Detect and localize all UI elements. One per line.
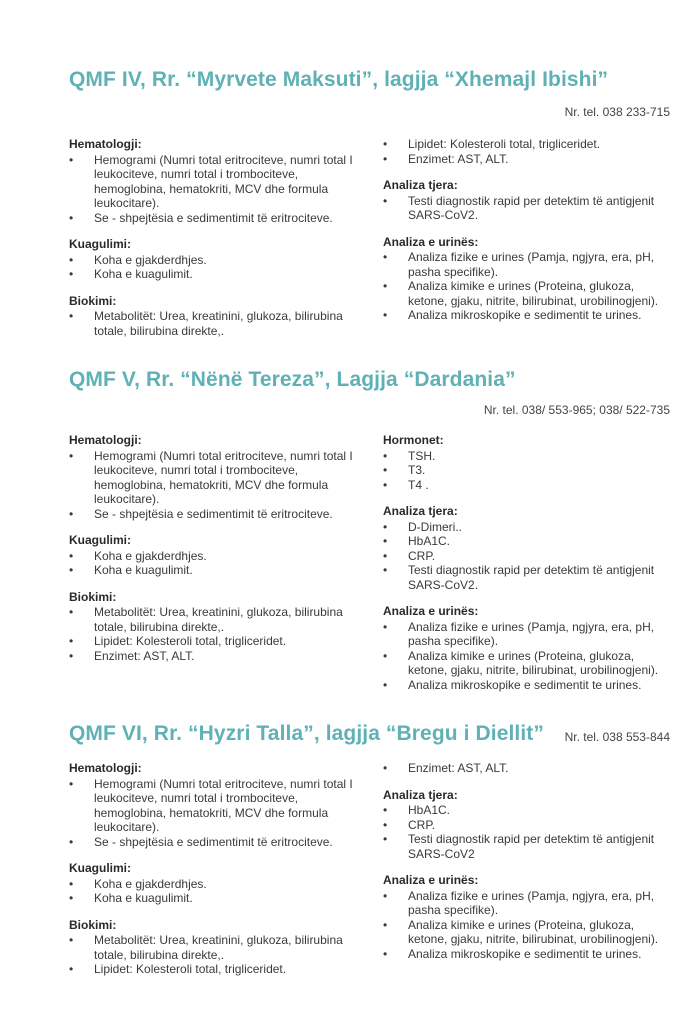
bullet-icon: •	[383, 563, 388, 577]
bullet-icon: •	[383, 534, 388, 548]
list-item	[69, 933, 359, 962]
section-heading: Biokimi:	[69, 589, 117, 604]
clinic-right-column	[383, 137, 673, 323]
list-item	[383, 620, 673, 649]
list-item	[69, 549, 359, 564]
bullet-icon: •	[69, 876, 74, 891]
list-item	[69, 309, 359, 338]
list-item-text: Testi diagnostik rapid per detektim të antigjenit SARS-CoV2.	[408, 563, 655, 592]
list-item	[69, 891, 359, 906]
list-item-text: Hemogrami (Numri total eritrociteve, numri total I leukociteve, numri total i trombociteve, hemoglobina, hematokriti, MCV dhe formula leukocitare).	[94, 776, 353, 834]
list-item-text: TSH.	[408, 448, 436, 463]
clinic-left-column	[69, 761, 359, 977]
bullet-icon: •	[69, 210, 74, 225]
list-item-text: Analiza kimike e urines (Proteina, glukoza, ketone, gjaku, nitrite, bilirubinat, urobilinogjeni).	[408, 279, 659, 308]
bullet-icon: •	[383, 832, 388, 846]
bullet-icon: •	[383, 817, 388, 832]
list-item-text: T3.	[408, 463, 426, 477]
list-item-text: HbA1C.	[408, 534, 451, 548]
list-item	[383, 194, 673, 223]
list-item-text: Lipidet: Kolesteroli total, trigliceridet.	[94, 962, 287, 976]
list-item	[383, 918, 673, 947]
list-item	[383, 250, 673, 279]
clinic-right-column	[383, 433, 673, 692]
list-item-text: CRP.	[408, 548, 436, 563]
list-item-text: Analiza mikroskopike e sedimentit te urines.	[408, 946, 642, 961]
section-heading: Analiza e urinës:	[383, 604, 479, 618]
bullet-icon: •	[383, 946, 388, 961]
list-item-text: Testi diagnostik rapid per detektim të antigjenit SARS-CoV2.	[408, 193, 655, 222]
list-item	[383, 889, 673, 918]
list-item-text: Hemogrami (Numri total eritrociteve, numri total I leukociteve, numri total i trombociteve, hemoglobina, hematokriti, MCV dhe formula leukocitare).	[94, 448, 353, 506]
bullet-icon: •	[69, 506, 74, 521]
list-item	[383, 761, 673, 776]
clinic-left-column	[69, 137, 359, 338]
section-spacer	[69, 225, 359, 237]
list-item	[383, 818, 673, 833]
bullet-icon: •	[383, 917, 388, 932]
clinic-title: QMF V, Rr. “Nënë Tereza”, Lagjja “Dardania”	[69, 368, 516, 391]
list-item	[383, 463, 673, 478]
list-item	[383, 947, 673, 962]
section-heading: Analiza tjera:	[383, 178, 458, 192]
bullet-icon: •	[383, 308, 388, 322]
section-spacer	[383, 492, 673, 504]
section-heading: Biokimi:	[69, 293, 117, 308]
bullet-icon: •	[383, 477, 388, 492]
list-item-text: D-Dimeri..	[408, 519, 462, 534]
list-item-text: Enzimet: AST, ALT.	[408, 761, 509, 775]
bullet-icon: •	[69, 309, 74, 323]
list-item	[69, 634, 359, 649]
list-item	[383, 534, 673, 549]
section-spacer	[69, 282, 359, 294]
list-item	[383, 678, 673, 693]
section-heading: Hematologji:	[69, 137, 142, 151]
list-item	[383, 803, 673, 818]
bullet-icon: •	[69, 634, 74, 648]
bullet-icon: •	[69, 834, 74, 849]
list-item	[383, 832, 673, 861]
list-item-text: Analiza fizike e urines (Pamja, ngjyra, era, pH, pasha specifike).	[408, 619, 655, 648]
section-spacer	[69, 521, 359, 533]
list-item-text: T4 .	[408, 477, 429, 492]
list-item	[69, 211, 359, 226]
bullet-icon: •	[69, 933, 74, 947]
list-item-text: Enzimet: AST, ALT.	[94, 648, 195, 663]
list-item-text: Koha e kuagulimit.	[94, 267, 193, 281]
list-item-text: Koha e gjakderdhjes.	[94, 252, 207, 267]
list-item	[69, 605, 359, 634]
section-heading: Hormonet:	[383, 433, 444, 447]
clinic-phone: Nr. tel. 038 553-844	[564, 730, 670, 744]
bullet-icon: •	[383, 648, 388, 663]
section-heading: Analiza e urinës:	[383, 873, 479, 887]
clinic-phone: Nr. tel. 038 233-715	[564, 105, 670, 119]
section-spacer	[383, 592, 673, 604]
list-item	[383, 308, 673, 323]
list-item-text: Koha e gjakderdhjes.	[94, 548, 207, 563]
list-item	[69, 563, 359, 578]
clinic-phone: Nr. tel. 038/ 553-965; 038/ 522-735	[483, 403, 670, 417]
section-heading: Analiza tjera:	[383, 787, 458, 802]
bullet-icon: •	[69, 548, 74, 563]
section-heading: Kuagulimi:	[69, 533, 131, 547]
section-spacer	[383, 223, 673, 235]
bullet-icon: •	[383, 463, 388, 477]
bullet-icon: •	[383, 193, 388, 208]
list-item-text: Koha e gjakderdhjes.	[94, 876, 207, 891]
section-spacer	[69, 849, 359, 861]
bullet-icon: •	[69, 252, 74, 267]
clinic-title: QMF IV, Rr. “Myrvete Maksuti”, lagjja “Xhemajl Ibishi”	[69, 68, 609, 91]
list-item	[69, 835, 359, 850]
bullet-icon: •	[69, 605, 74, 619]
list-item	[383, 549, 673, 564]
section-spacer	[383, 166, 673, 178]
list-item-text: Testi diagnostik rapid per detektim të antigjenit SARS-CoV2	[408, 832, 655, 861]
bullet-icon: •	[383, 677, 388, 692]
clinic-title: QMF VI, Rr. “Hyzri Talla”, lagjja “Bregu i Diellit”	[69, 722, 544, 745]
list-item-text: Se - shpejtësia e sedimentimit të eritrociteve.	[94, 834, 333, 849]
bullet-icon: •	[383, 803, 388, 817]
list-item	[383, 563, 673, 592]
list-item	[383, 649, 673, 678]
bullet-icon: •	[383, 548, 388, 563]
list-item-text: Analiza mikroskopike e sedimentit te urines.	[408, 308, 642, 322]
bullet-icon: •	[383, 761, 388, 775]
list-item	[383, 478, 673, 493]
section-spacer	[69, 906, 359, 918]
section-heading: Analiza e urinës:	[383, 234, 479, 249]
list-item	[69, 253, 359, 268]
bullet-icon: •	[69, 776, 74, 791]
list-item	[69, 267, 359, 282]
list-item	[69, 649, 359, 664]
clinic-left-column	[69, 433, 359, 663]
list-item	[383, 137, 673, 152]
bullet-icon: •	[383, 250, 388, 264]
list-item-text: Analiza fizike e urines (Pamja, ngjyra, era, pH, pasha specifike).	[408, 888, 655, 917]
list-item-text: Analiza mikroskopike e sedimentit te urines.	[408, 677, 642, 692]
list-item-text: Lipidet: Kolesteroli total, trigliceridet.	[94, 634, 287, 648]
section-heading: Kuagulimi:	[69, 237, 131, 251]
list-item-text: Metabolitët: Urea, kreatinini, glukoza, bilirubina totale, bilirubina direkte,.	[94, 933, 343, 962]
list-item	[383, 279, 673, 308]
list-item-text: Koha e kuagulimit.	[94, 563, 193, 577]
list-item	[383, 449, 673, 464]
section-heading: Hematologji:	[69, 761, 142, 775]
list-item-text: Se - shpejtësia e sedimentimit të eritrociteve.	[94, 506, 333, 521]
bullet-icon: •	[69, 448, 74, 463]
list-item-text: Metabolitët: Urea, kreatinini, glukoza, bilirubina totale, bilirubina direkte,.	[94, 309, 343, 338]
bullet-icon: •	[69, 267, 74, 281]
bullet-icon: •	[383, 137, 388, 151]
list-item	[69, 877, 359, 892]
list-item	[69, 449, 359, 507]
list-item	[69, 153, 359, 211]
list-item-text: Koha e kuagulimit.	[94, 891, 193, 905]
section-heading: Kuagulimi:	[69, 861, 131, 875]
section-spacer	[383, 861, 673, 873]
list-item	[69, 962, 359, 977]
bullet-icon: •	[383, 888, 388, 903]
list-item	[69, 777, 359, 835]
bullet-icon: •	[69, 563, 74, 577]
list-item-text: Lipidet: Kolesteroli total, trigliceridet.	[408, 137, 601, 151]
bullet-icon: •	[69, 152, 74, 167]
list-item-text: Analiza fizike e urines (Pamja, ngjyra, era, pH, pasha specifike).	[408, 250, 655, 279]
list-item-text: Analiza kimike e urines (Proteina, glukoza, ketone, gjaku, nitrite, bilirubinat, urobilinogjeni).	[408, 917, 659, 946]
bullet-icon: •	[383, 279, 388, 293]
list-item	[383, 152, 673, 167]
list-item	[383, 520, 673, 535]
list-item-text: Analiza kimike e urines (Proteina, glukoza, ketone, gjaku, nitrite, bilirubinat, urobilinogjeni).	[408, 648, 659, 677]
section-spacer	[69, 578, 359, 590]
list-item-text: Enzimet: AST, ALT.	[408, 151, 509, 166]
section-heading: Hematologji:	[69, 433, 142, 447]
bullet-icon: •	[383, 151, 388, 166]
section-heading: Biokimi:	[69, 917, 117, 932]
bullet-icon: •	[383, 448, 388, 463]
bullet-icon: •	[383, 619, 388, 634]
list-item-text: Hemogrami (Numri total eritrociteve, numri total I leukociteve, numri total i trombociteve, hemoglobina, hematokriti, MCV dhe formula leukocitare).	[94, 152, 353, 210]
section-heading: Analiza tjera:	[383, 504, 458, 518]
list-item	[69, 507, 359, 522]
bullet-icon: •	[69, 891, 74, 905]
list-item-text: HbA1C.	[408, 803, 451, 817]
bullet-icon: •	[69, 648, 74, 663]
list-item-text: Se - shpejtësia e sedimentimit të eritrociteve.	[94, 210, 333, 225]
bullet-icon: •	[69, 962, 74, 976]
section-spacer	[383, 776, 673, 788]
bullet-icon: •	[383, 519, 388, 534]
list-item-text: Metabolitët: Urea, kreatinini, glukoza, bilirubina totale, bilirubina direkte,.	[94, 605, 343, 634]
clinic-right-column	[383, 761, 673, 961]
list-item-text: CRP.	[408, 817, 436, 832]
